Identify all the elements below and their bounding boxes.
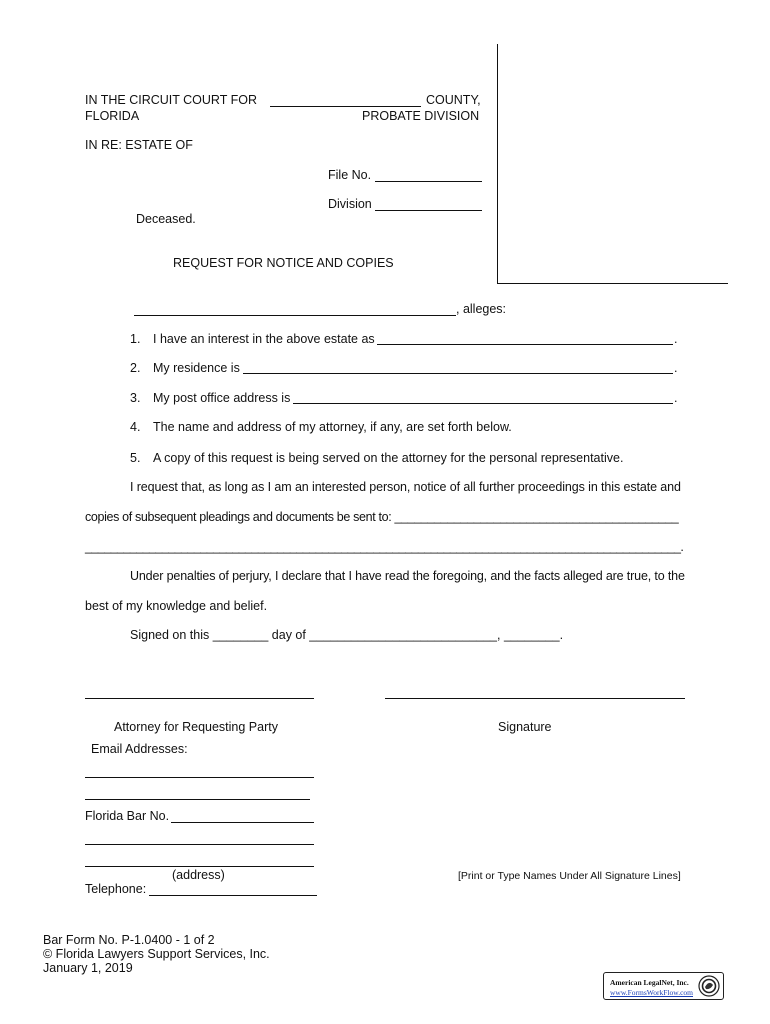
- request-line-2: copies of subsequent pleadings and documents be sent to: ___________________________________________: [85, 510, 679, 524]
- logo-company-name: American LegalNet, Inc.: [610, 978, 689, 987]
- attorney-signature-line[interactable]: [85, 698, 314, 699]
- item-2-number: 2.: [130, 361, 141, 375]
- item-1-text: I have an interest in the above estate as: [153, 332, 375, 346]
- signature-label: Signature: [498, 720, 552, 734]
- item-1-period: .: [674, 332, 678, 346]
- county-label: COUNTY,: [426, 93, 481, 107]
- item-3-number: 3.: [130, 391, 141, 405]
- item-5-text: A copy of this request is being served on the attorney for the personal representative.: [153, 451, 624, 465]
- print-note: [Print or Type Names Under All Signature Lines]: [458, 870, 681, 882]
- court-line: IN THE CIRCUIT COURT FOR: [85, 93, 258, 107]
- email-field-1[interactable]: [85, 777, 314, 778]
- email-field-2[interactable]: [85, 799, 310, 800]
- deceased-label: Deceased.: [136, 212, 196, 226]
- division-label: Division: [328, 197, 372, 211]
- footer-copyright: © Florida Lawyers Support Services, Inc.: [43, 947, 270, 961]
- county-name-field[interactable]: [270, 106, 421, 107]
- interest-field[interactable]: [377, 344, 673, 345]
- legalnet-seal-icon: [698, 975, 720, 997]
- form-title: REQUEST FOR NOTICE AND COPIES: [173, 256, 394, 270]
- division-field[interactable]: [375, 210, 482, 211]
- party-signature-line[interactable]: [385, 698, 685, 699]
- american-legalnet-logo[interactable]: [603, 972, 724, 1000]
- item-4-number: 4.: [130, 420, 141, 434]
- post-office-address-field[interactable]: [293, 403, 673, 404]
- item-3-text: My post office address is: [153, 391, 291, 405]
- residence-field[interactable]: [243, 373, 673, 374]
- florida-bar-no-field[interactable]: [171, 822, 314, 823]
- email-label: Email Addresses:: [91, 742, 188, 756]
- telephone-label: Telephone:: [85, 882, 147, 896]
- item-2-period: .: [674, 361, 678, 375]
- footer-form-no: Bar Form No. P-1.0400 - 1 of 2: [43, 933, 215, 947]
- division-title: PROBATE DIVISION: [362, 109, 480, 123]
- item-5-number: 5.: [130, 451, 141, 465]
- logo-url-link[interactable]: www.FormsWorkFlow.com: [610, 988, 694, 997]
- file-no-field[interactable]: [375, 181, 482, 182]
- perjury-line-1: Under penalties of perjury, I declare that I have read the foregoing, and the facts alleged are true, to the: [130, 569, 685, 583]
- perjury-line-2: best of my knowledge and belief.: [85, 599, 268, 613]
- signed-on-line: Signed on this ________ day of ___________________________, ________.: [130, 628, 564, 642]
- request-line-3: _____________________________________________________________________________________________.: [85, 540, 684, 554]
- alleges-label: , alleges:: [456, 302, 507, 316]
- item-4-text: The name and address of my attorney, if any, are set forth below.: [153, 420, 512, 434]
- request-line-1: I request that, as long as I am an interested person, notice of all further proceedings in this estate and: [130, 480, 681, 494]
- address-label: (address): [172, 868, 225, 882]
- state-label: FLORIDA: [85, 109, 140, 123]
- requesting-party-name-field[interactable]: [134, 315, 456, 316]
- estate-label: IN RE: ESTATE OF: [85, 138, 193, 152]
- footer-date: January 1, 2019: [43, 961, 133, 975]
- clerk-box-vertical-rule: [497, 44, 498, 284]
- attorney-address-field-1[interactable]: [85, 844, 314, 845]
- attorney-address-field-2[interactable]: [85, 866, 314, 867]
- telephone-field[interactable]: [149, 895, 317, 896]
- clerk-box-horizontal-rule: [497, 283, 728, 284]
- item-2-text: My residence is: [153, 361, 240, 375]
- file-no-label: File No.: [328, 168, 372, 182]
- florida-bar-label: Florida Bar No.: [85, 809, 170, 823]
- item-3-period: .: [674, 391, 678, 405]
- attorney-label: Attorney for Requesting Party: [114, 720, 278, 734]
- item-1-number: 1.: [130, 332, 141, 346]
